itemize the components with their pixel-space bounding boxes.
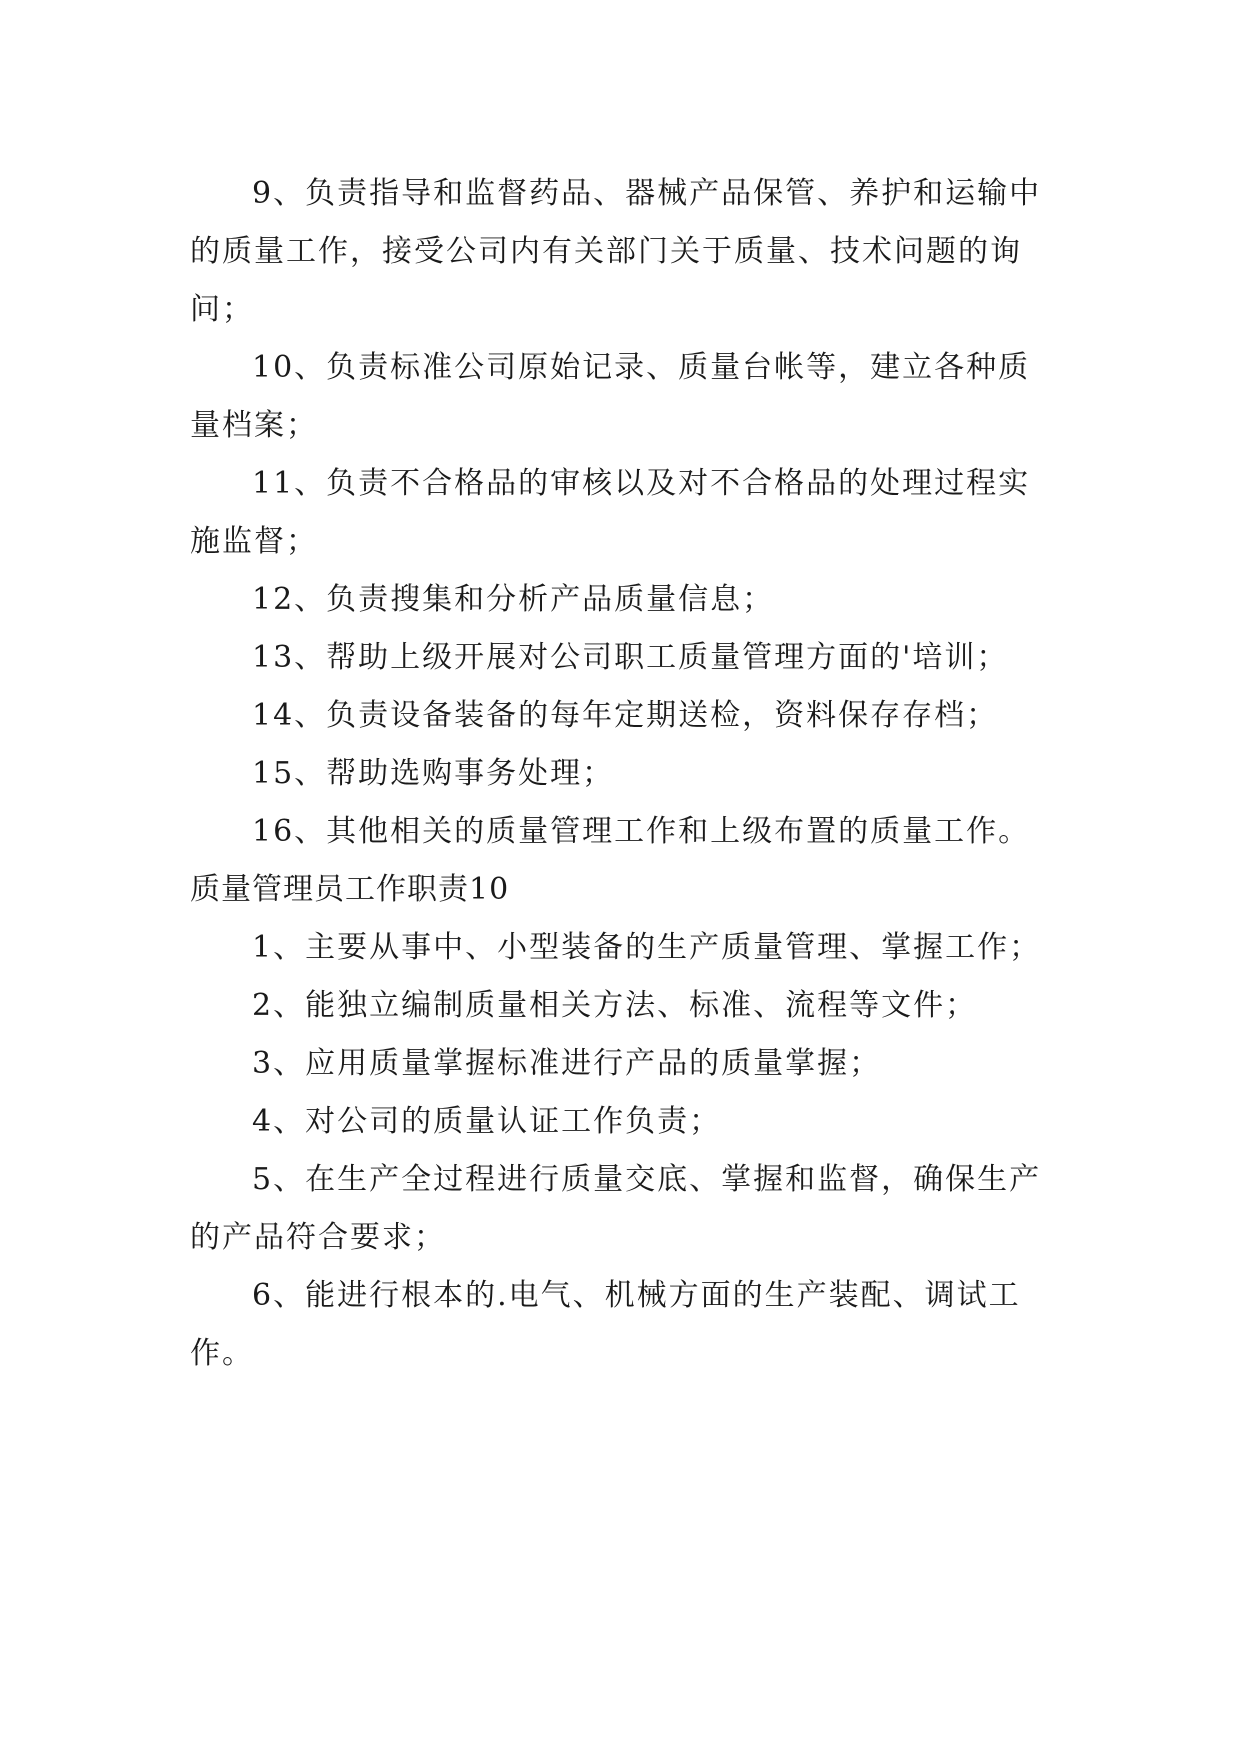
list-item: 11、负责不合格品的审核以及对不合格品的处理过程实施监督； (190, 466, 1031, 559)
list-item: 2、能独立编制质量相关方法、标准、流程等文件； (252, 988, 978, 1023)
list-item: 9、负责指导和监督药品、器械产品保管、养护和运输中的质量工作，接受公司内有关部门关于质量、技术问题的询问； (190, 176, 1042, 327)
list-item: 12、负责搜集和分析产品质量信息； (252, 582, 775, 617)
list-item: 15、帮助选购事务处理； (252, 756, 615, 791)
document-body (190, 165, 1060, 1383)
list-item: 5、在生产全过程进行质量交底、掌握和监督，确保生产的产品符合要求； (190, 1162, 1042, 1255)
list-item: 16、其他相关的质量管理工作和上级布置的质量工作。 (252, 814, 1031, 849)
list-item: 13、帮助上级开展对公司职工质量管理方面的'培训； (252, 640, 1009, 675)
list-item: 1、主要从事中、小型装备的生产质量管理、掌握工作； (252, 930, 1042, 965)
list-item: 10、负责标准公司原始记录、质量台帐等，建立各种质量档案； (190, 350, 1031, 443)
section-heading: 质量管理员工作职责10 (190, 872, 510, 907)
list-item: 4、对公司的质量认证工作负责； (252, 1104, 722, 1139)
list-item: 6、能进行根本的.电气、机械方面的生产装配、调试工作。 (190, 1278, 1021, 1371)
list-item: 14、负责设备装备的每年定期送检，资料保存存档； (252, 698, 999, 733)
list-item: 3、应用质量掌握标准进行产品的质量掌握； (252, 1046, 882, 1081)
